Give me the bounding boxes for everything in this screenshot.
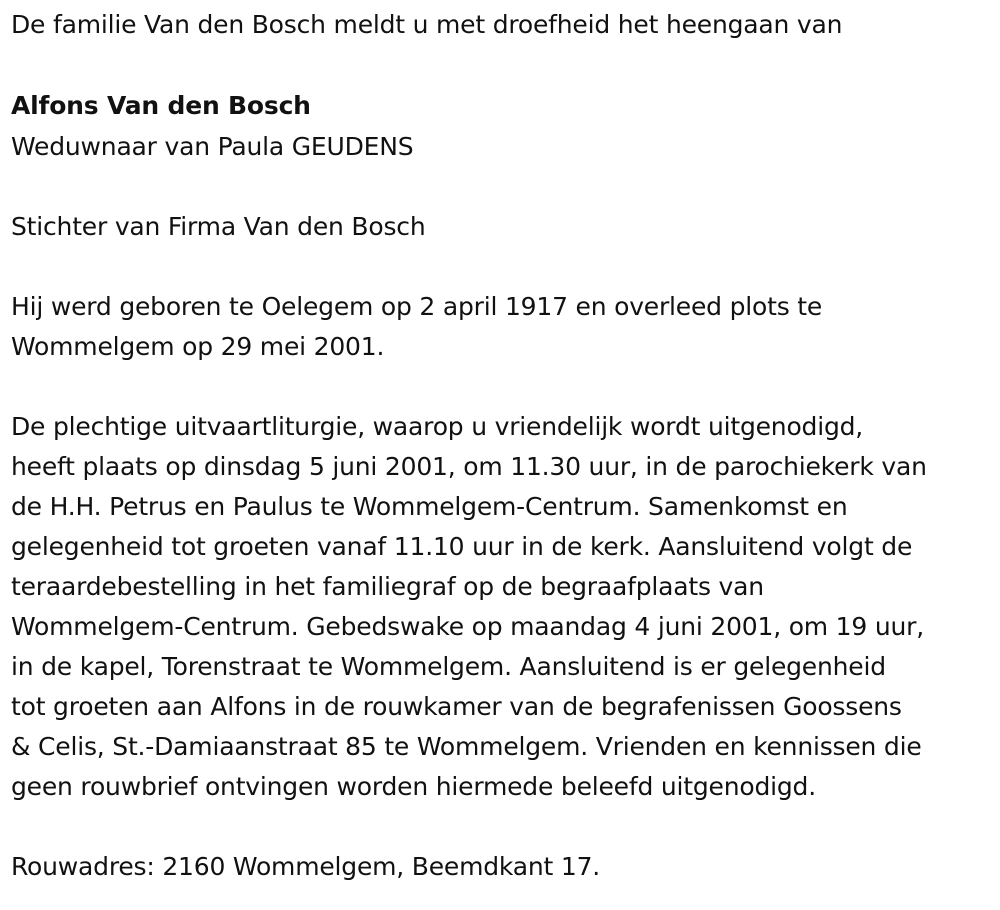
widower-text: Weduwnaar van Paula GEUDENS — [11, 132, 414, 161]
paragraph-line: Wommelgem op 29 mei 2001. — [11, 332, 385, 361]
paragraph-line: in de kapel, Torenstraat te Wommelgem. Aansluitend is er gelegenheid — [11, 652, 886, 681]
intro-text: De familie Van den Bosch meldt u met droefheid het heengaan van — [11, 10, 843, 39]
paragraph-line: heeft plaats op dinsdag 5 juni 2001, om 11.30 uur, in de parochiekerk van — [11, 452, 927, 481]
funeral-paragraph — [11, 407, 996, 807]
paragraph-line: Hij werd geboren te Oelegem op 2 april 1917 en overleed plots te — [11, 292, 823, 321]
paragraph-line: Wommelgem-Centrum. Gebedswake op maandag 4 juni 2001, om 19 uur, — [11, 612, 924, 641]
deceased-name: Alfons Van den Bosch — [11, 91, 311, 120]
obituary-notice — [11, 5, 996, 887]
birth-death-paragraph — [11, 287, 996, 367]
paragraph-line: & Celis, St.-Damiaanstraat 85 te Wommelgem. Vrienden en kennissen die — [11, 732, 922, 761]
paragraph-line: De plechtige uitvaartliturgie, waarop u vriendelijk wordt uitgenodigd, — [11, 412, 864, 441]
paragraph-line: de H.H. Petrus en Paulus te Wommelgem-Centrum. Samenkomst en — [11, 492, 848, 521]
paragraph-line: tot groeten aan Alfons in de rouwkamer van de begrafenissen Goossens — [11, 692, 902, 721]
paragraph-line: geen rouwbrief ontvingen worden hiermede beleefd uitgenodigd. — [11, 772, 816, 801]
mourning-address: Rouwadres: 2160 Wommelgem, Beemdkant 17. — [11, 852, 601, 881]
paragraph-line: teraardebestelling in het familiegraf op de begraafplaats van — [11, 572, 764, 601]
founder-text: Stichter van Firma Van den Bosch — [11, 212, 426, 241]
paragraph-line: gelegenheid tot groeten vanaf 11.10 uur in de kerk. Aansluitend volgt de — [11, 532, 913, 561]
